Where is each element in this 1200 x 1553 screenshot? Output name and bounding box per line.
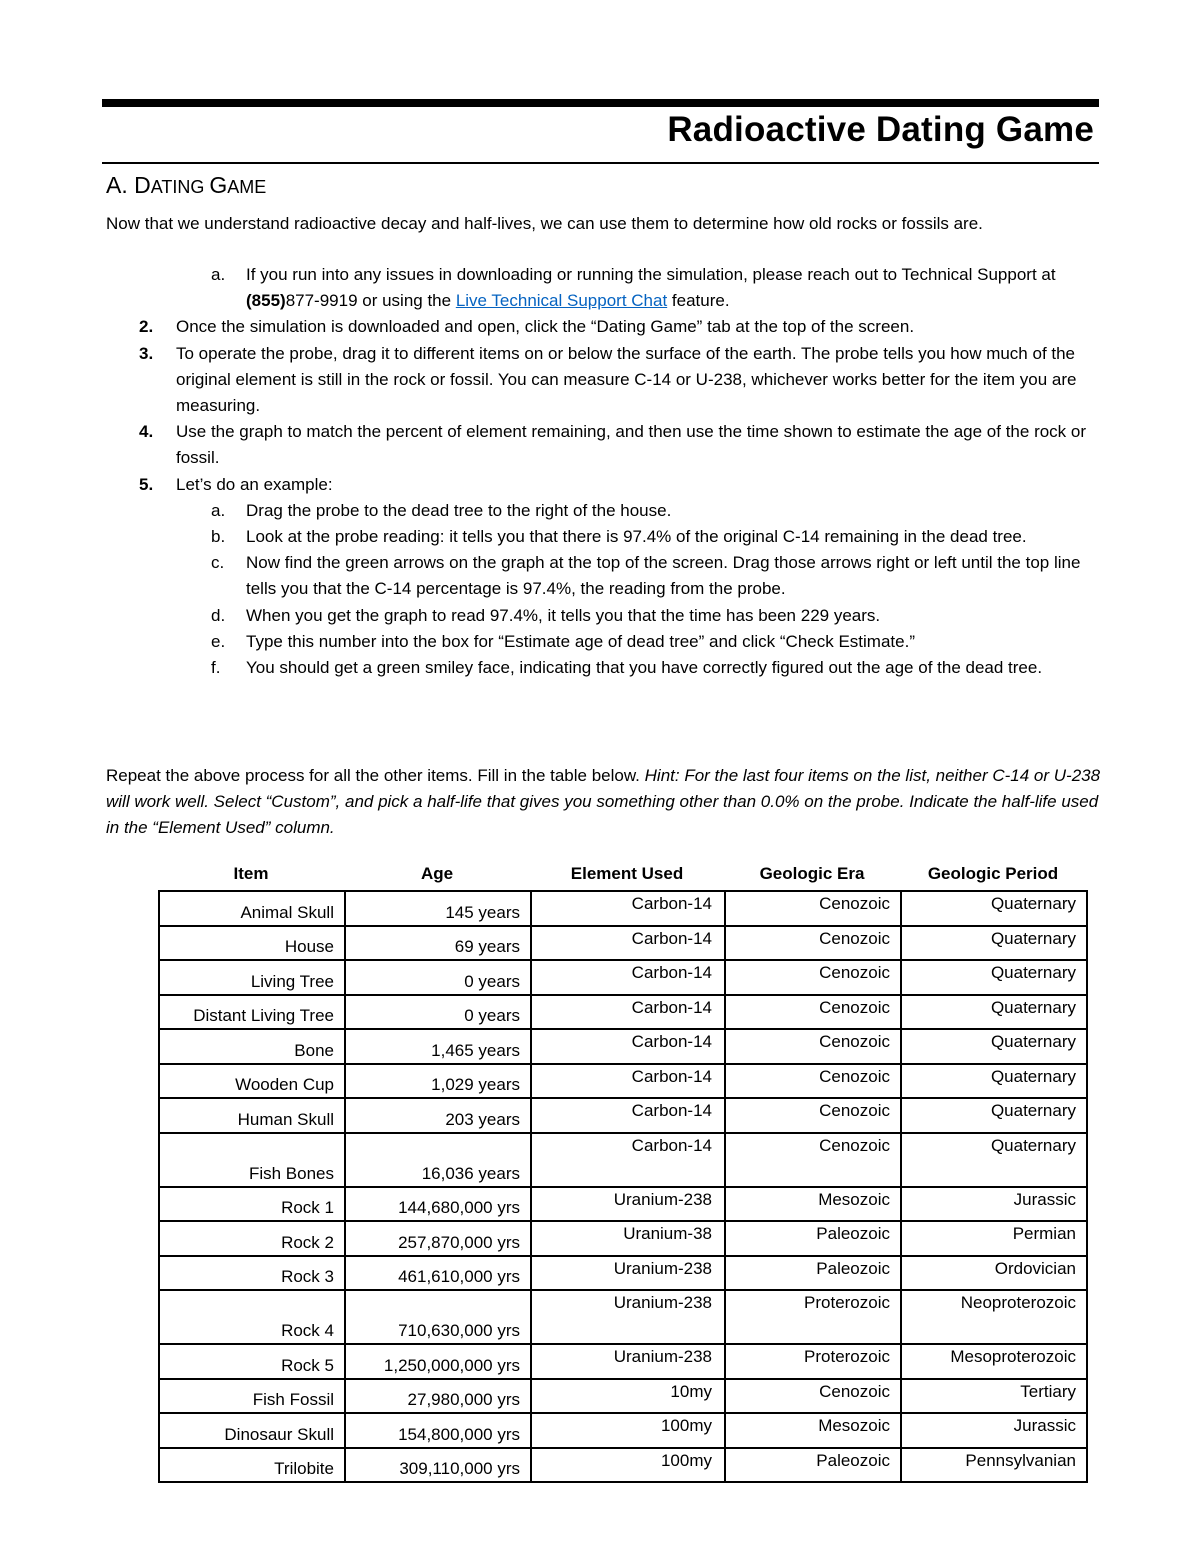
age-cell: 1,250,000,000 yrs xyxy=(345,1344,531,1379)
element-cell: Carbon-14 xyxy=(531,1029,725,1064)
age-cell: 154,800,000 yrs xyxy=(345,1413,531,1448)
era-cell: Proterozoic xyxy=(725,1344,901,1379)
age-cell: 309,110,000 yrs xyxy=(345,1448,531,1483)
era-cell: Cenozoic xyxy=(725,1029,901,1064)
element-cell: Uranium-238 xyxy=(531,1256,725,1291)
item-cell: Rock 3 xyxy=(159,1256,345,1291)
step-2 xyxy=(106,314,1101,340)
period-cell: Quaternary xyxy=(901,891,1087,926)
element-cell: Carbon-14 xyxy=(531,995,725,1030)
table-body xyxy=(159,891,1087,1482)
period-cell: Quaternary xyxy=(901,1029,1087,1064)
live-support-chat-link[interactable]: Live Technical Support Chat xyxy=(455,291,668,311)
column-header-period: Geologic Period xyxy=(927,864,1059,883)
table-row xyxy=(159,1187,1087,1222)
age-cell: 0 years xyxy=(345,960,531,995)
item-cell: Trilobite xyxy=(159,1448,345,1483)
item-cell: Living Tree xyxy=(159,960,345,995)
era-cell: Cenozoic xyxy=(725,1098,901,1133)
era-cell: Cenozoic xyxy=(725,1064,901,1099)
period-cell: Tertiary xyxy=(901,1379,1087,1414)
table-row xyxy=(159,1448,1087,1483)
example-step-a xyxy=(176,498,1101,524)
age-cell: 69 years xyxy=(345,926,531,961)
step-marker: 4. xyxy=(139,422,154,442)
era-cell: Cenozoic xyxy=(725,995,901,1030)
table-row xyxy=(159,960,1087,995)
table-row xyxy=(159,1029,1087,1064)
support-phone-area: (855) xyxy=(246,291,286,311)
step-3 xyxy=(106,341,1101,420)
element-cell: Carbon-14 xyxy=(531,926,725,961)
substep-marker: a. xyxy=(211,500,226,520)
period-cell: Quaternary xyxy=(901,1064,1087,1099)
item-cell: Rock 5 xyxy=(159,1344,345,1379)
item-cell: Human Skull xyxy=(159,1098,345,1133)
repeat-hint: Hint: For the last four items on the list, neither C-14 or U-238 will work well. Select “Custom”, and pick a half-life that gives you something other than 0.0% on the probe. Indicate the half-life used in the “Element Used” column. xyxy=(106,766,1101,838)
dating-results-table xyxy=(158,890,1088,1483)
column-header-item: Item xyxy=(233,864,269,883)
element-cell: Carbon-14 xyxy=(531,960,725,995)
age-cell: 144,680,000 yrs xyxy=(345,1187,531,1222)
age-cell: 257,870,000 yrs xyxy=(345,1221,531,1256)
example-step-c xyxy=(176,550,1101,602)
column-header-era: Geologic Era xyxy=(759,864,865,883)
substep-text: When you get the graph to read 97.4%, it tells you that the time has been 229 years. xyxy=(246,605,881,625)
item-cell: Rock 1 xyxy=(159,1187,345,1222)
element-cell: Uranium-238 xyxy=(531,1290,725,1344)
section-heading-smallcaps-1: ATING xyxy=(150,177,210,197)
age-cell: 1,029 years xyxy=(345,1064,531,1099)
section-heading-g: G xyxy=(209,172,228,198)
element-cell: 10my xyxy=(531,1379,725,1414)
period-cell: Jurassic xyxy=(901,1413,1087,1448)
element-cell: Carbon-14 xyxy=(531,1064,725,1099)
substep-text: Look at the probe reading: it tells you that there is 97.4% of the original C-14 remaining in the dead tree. xyxy=(246,527,1027,547)
era-cell: Paleozoic xyxy=(725,1256,901,1291)
column-header-element: Element Used xyxy=(570,864,684,883)
top-rule xyxy=(102,99,1099,107)
substep-text: Drag the probe to the dead tree to the right of the house. xyxy=(246,500,672,520)
period-cell: Ordovician xyxy=(901,1256,1087,1291)
step-a xyxy=(106,262,1101,314)
substep-marker: e. xyxy=(211,631,226,651)
table-row xyxy=(159,1379,1087,1414)
table-row xyxy=(159,1290,1087,1344)
element-cell: 100my xyxy=(531,1448,725,1483)
step-marker: 5. xyxy=(139,474,154,494)
example-step-f xyxy=(176,655,1101,681)
era-cell: Paleozoic xyxy=(725,1448,901,1483)
age-cell: 145 years xyxy=(345,891,531,926)
substep-text: You should get a green smiley face, indicating that you have correctly figured out the age of the dead tree. xyxy=(246,658,1043,678)
age-cell: 0 years xyxy=(345,995,531,1030)
example-step-d xyxy=(176,603,1101,629)
element-cell: Carbon-14 xyxy=(531,1133,725,1187)
section-heading xyxy=(106,172,266,199)
item-cell: Rock 2 xyxy=(159,1221,345,1256)
element-cell: Uranium-238 xyxy=(531,1187,725,1222)
step-a-text-1: If you run into any issues in downloading or running the simulation, please reach out to Technical Support at xyxy=(246,265,1056,284)
table-header-row xyxy=(158,864,1086,890)
era-cell: Paleozoic xyxy=(725,1221,901,1256)
step-2-text: Once the simulation is downloaded and open, click the “Dating Game” tab at the top of the screen. xyxy=(176,317,915,337)
step-marker: a. xyxy=(211,265,226,284)
item-cell: House xyxy=(159,926,345,961)
era-cell: Mesozoic xyxy=(725,1187,901,1222)
period-cell: Jurassic xyxy=(901,1187,1087,1222)
period-cell: Quaternary xyxy=(901,926,1087,961)
age-cell: 16,036 years xyxy=(345,1133,531,1187)
table-row xyxy=(159,1064,1087,1099)
repeat-text: Repeat the above process for all the other items. Fill in the table below. xyxy=(106,766,645,785)
period-cell: Pennsylvanian xyxy=(901,1448,1087,1483)
example-substeps xyxy=(176,498,1101,681)
substep-marker: d. xyxy=(211,605,226,625)
age-cell: 461,610,000 yrs xyxy=(345,1256,531,1291)
era-cell: Cenozoic xyxy=(725,1133,901,1187)
intro-paragraph: Now that we understand radioactive decay and half-lives, we can use them to determine how old rocks or fossils are. xyxy=(106,214,983,233)
substep-marker: c. xyxy=(211,553,225,573)
period-cell: Quaternary xyxy=(901,960,1087,995)
substep-marker: b. xyxy=(211,527,226,547)
age-cell: 27,980,000 yrs xyxy=(345,1379,531,1414)
table-row xyxy=(159,1098,1087,1133)
element-cell: Uranium-238 xyxy=(531,1344,725,1379)
age-cell: 203 years xyxy=(345,1098,531,1133)
step-a-text-3: feature. xyxy=(667,291,730,311)
item-cell: Fish Bones xyxy=(159,1133,345,1187)
element-cell: 100my xyxy=(531,1413,725,1448)
table-row xyxy=(159,1256,1087,1291)
example-step-e xyxy=(176,629,1101,655)
table-row xyxy=(159,1344,1087,1379)
substep-marker: f. xyxy=(211,658,221,678)
example-step-b xyxy=(176,524,1101,550)
period-cell: Neoproterozoic xyxy=(901,1290,1087,1344)
substep-text: Now find the green arrows on the graph at the top of the screen. Drag those arrows right or left until the top line tells you that the C-14 percentage is 97.4%, the reading from the probe. xyxy=(246,553,1081,599)
era-cell: Proterozoic xyxy=(725,1290,901,1344)
substep-text: Type this number into the box for “Estimate age of dead tree” and click “Check Estimate.” xyxy=(246,631,915,651)
age-cell: 1,465 years xyxy=(345,1029,531,1064)
instruction-list xyxy=(106,262,1101,681)
step-3-text: To operate the probe, drag it to different items on or below the surface of the earth. The probe tells you how much of the original element is still in the rock or fossil. You can measure C-14 or U-238, whichever works better for the item you are measuring. xyxy=(176,343,1077,416)
step-5-text: Let’s do an example: xyxy=(176,474,333,494)
item-cell: Wooden Cup xyxy=(159,1064,345,1099)
period-cell: Permian xyxy=(901,1221,1087,1256)
page-title: Radioactive Dating Game xyxy=(667,110,1094,149)
step-5 xyxy=(106,472,1101,682)
table-row xyxy=(159,1221,1087,1256)
element-cell: Carbon-14 xyxy=(531,891,725,926)
element-cell: Carbon-14 xyxy=(531,1098,725,1133)
era-cell: Cenozoic xyxy=(725,926,901,961)
period-cell: Quaternary xyxy=(901,995,1087,1030)
repeat-instructions xyxy=(106,763,1101,842)
item-cell: Animal Skull xyxy=(159,891,345,926)
item-cell: Distant Living Tree xyxy=(159,995,345,1030)
period-cell: Quaternary xyxy=(901,1133,1087,1187)
age-cell: 710,630,000 yrs xyxy=(345,1290,531,1344)
item-cell: Dinosaur Skull xyxy=(159,1413,345,1448)
period-cell: Mesoproterozoic xyxy=(901,1344,1087,1379)
era-cell: Cenozoic xyxy=(725,1379,901,1414)
section-heading-prefix: A. D xyxy=(106,172,151,198)
item-cell: Rock 4 xyxy=(159,1290,345,1344)
table-row xyxy=(159,995,1087,1030)
table-row xyxy=(159,926,1087,961)
step-4-text: Use the graph to match the percent of element remaining, and then use the time shown to estimate the age of the rock or fossil. xyxy=(176,422,1087,468)
section-heading-smallcaps-2: AME xyxy=(227,177,267,197)
table-row xyxy=(159,891,1087,926)
column-header-age: Age xyxy=(420,864,454,883)
step-4 xyxy=(106,419,1101,471)
era-cell: Cenozoic xyxy=(725,891,901,926)
step-marker: 2. xyxy=(139,317,154,337)
element-cell: Uranium-38 xyxy=(531,1221,725,1256)
step-a-text-2: 877-9919 or using the xyxy=(285,291,456,311)
item-cell: Fish Fossil xyxy=(159,1379,345,1414)
step-marker: 3. xyxy=(139,343,154,363)
title-rule xyxy=(102,162,1099,164)
table-row xyxy=(159,1413,1087,1448)
table-row xyxy=(159,1133,1087,1187)
period-cell: Quaternary xyxy=(901,1098,1087,1133)
era-cell: Cenozoic xyxy=(725,960,901,995)
era-cell: Mesozoic xyxy=(725,1413,901,1448)
item-cell: Bone xyxy=(159,1029,345,1064)
